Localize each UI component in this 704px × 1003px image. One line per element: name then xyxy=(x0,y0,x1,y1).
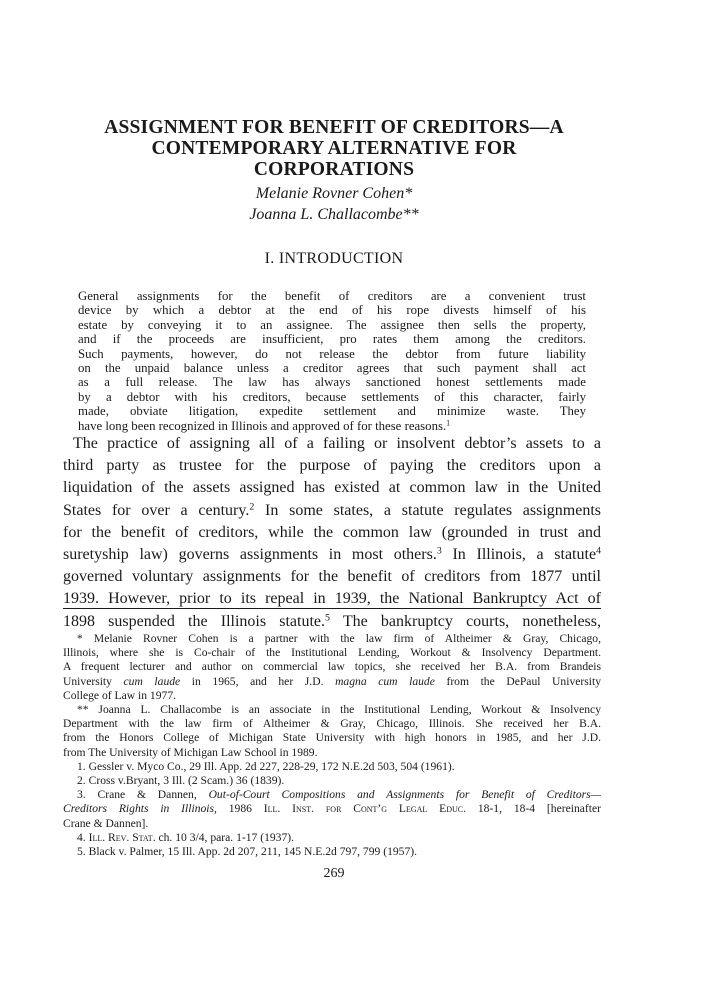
quote-line: Such payments, however, do not release the debtor from future liability xyxy=(78,346,586,361)
author-2: Joanna L. Challacombe** xyxy=(249,206,419,223)
block-quote xyxy=(78,289,586,433)
footnote-line: Crane & Dannen]. xyxy=(63,816,149,830)
body-line: The practice of assigning all of a failing or insolvent debtor’s assets to a xyxy=(73,435,601,452)
footnote-line: A frequent lecturer and author on commercial law topics, she received her B.A. from Brandeis xyxy=(63,660,601,674)
footnote-line: 2. Cross v.Bryant, 3 Ill. (2 Scam.) 36 (1839). xyxy=(77,774,285,788)
section-heading: I. INTRODUCTION xyxy=(264,250,404,267)
body-line: 1939. However, prior to its repeal in 1939, the National Bankruptcy Act of xyxy=(63,590,601,608)
footnote-mark: 2 xyxy=(249,501,255,513)
quote-line: estate by conveying it to an assignee. The assignee then sells the property, xyxy=(78,317,586,332)
quote-line-text: have long been recognized in Illinois and approved of for these reasons. xyxy=(78,418,447,433)
footnote-author-1 xyxy=(63,632,601,703)
footnote-text: 1986 xyxy=(216,802,264,816)
quote-line: General assignments for the benefit of creditors are a convenient trust xyxy=(78,289,586,303)
body-text: The bankruptcy courts, nonetheless, xyxy=(329,612,601,630)
title-line-3: CORPORATIONS xyxy=(253,159,415,180)
footnote-line xyxy=(63,788,601,802)
title-line-2: CONTEMPORARY ALTERNATIVE FOR xyxy=(151,138,517,159)
footnote-2 xyxy=(63,774,601,788)
footnote-smallcaps: Ill. Inst. for Cont’g Legal Educ. xyxy=(263,802,467,816)
body-text: In Illinois, a statute xyxy=(441,546,597,564)
quote-line: as a full release. The law has always sanctioned honest settlements made xyxy=(78,375,586,390)
footnote-5 xyxy=(63,845,601,859)
footnote-divider xyxy=(63,608,601,609)
footnote-line xyxy=(63,831,601,845)
author-1: Melanie Rovner Cohen* xyxy=(255,185,413,202)
footnote-line: College of Law in 1977. xyxy=(63,688,177,702)
footnote-3 xyxy=(63,788,601,831)
footnote-mark: 5 xyxy=(325,612,330,624)
footnote-text: from the DePaul University xyxy=(434,674,601,688)
footnote-mark: 1 xyxy=(446,418,451,428)
footnote-line: * Melanie Rovner Cohen is a partner with the law firm of Altheimer & Gray, Chicago, xyxy=(77,632,601,645)
footnote-line: ** Joanna L. Challacombe is an associate in the Institutional Lending, Workout & Insolvency xyxy=(77,703,601,717)
body-line: for the benefit of creditors, while the common law (grounded in trust and xyxy=(63,523,601,541)
footnote-line: from The University of Michigan Law School in 1989. xyxy=(63,745,318,759)
footnote-1 xyxy=(63,760,601,774)
footnote-line: 1. Gessler v. Myco Co., 29 Ill. App. 2d 227, 228-29, 172 N.E.2d 503, 504 (1961). xyxy=(77,759,455,773)
footnote-italic: magna cum laude xyxy=(335,674,435,688)
body-line xyxy=(63,544,601,566)
quote-line: made, obviate litigation, expedite settlement and minimize waste. They xyxy=(78,404,586,419)
footnote-italic: Creditors Rights in Illinois, xyxy=(63,802,217,816)
body-text: In some states, a statute regulates assignments xyxy=(254,501,602,519)
footnote-4 xyxy=(63,831,601,845)
page-number: 269 xyxy=(323,866,345,881)
footnote-text: in 1965, and her J.D. xyxy=(180,674,336,688)
footnote-italic: cum laude xyxy=(123,674,181,688)
body-line xyxy=(63,500,601,522)
footnote-line: 5. Black v. Palmer, 15 Ill. App. 2d 207, 211, 145 N.E.2d 797, 799 (1957). xyxy=(77,845,418,859)
article-title xyxy=(60,117,608,180)
author-block xyxy=(60,183,608,225)
footnote-line: from the Honors College of Michigan State University with high honors in 1985, and her J.D. xyxy=(63,731,601,745)
body-line: liquidation of the assets assigned has existed at common law in the United xyxy=(63,479,601,497)
body-text: suretyship law) governs assignments in most others. xyxy=(63,546,437,564)
footnote-line: Illinois, where she is Co-chair of the Institutional Lending, Workout & Insolvency Department. xyxy=(63,646,601,660)
body-paragraph xyxy=(63,433,601,633)
body-line: third party as trustee for the purpose of paying the creditors upon a xyxy=(63,457,601,475)
footnote-text: ch. 10 3/4, para. 1-17 (1937). xyxy=(155,830,295,844)
footnote-mark: 3 xyxy=(436,545,442,557)
body-text: 1898 suspended the Illinois statute. xyxy=(63,612,326,630)
body-text: States for over a century. xyxy=(63,501,250,519)
footnote-text: 3. Crane & Dannen, xyxy=(77,788,209,802)
footnote-text: 18-1, 18-4 [hereinafter xyxy=(466,802,601,816)
footnote-italic: Out-of-Court Compositions and Assignments for Benefit of Creditors— xyxy=(208,788,601,802)
footnote-text: University xyxy=(63,674,124,688)
quote-line: device by which a debtor at the end of his rope divests himself of his xyxy=(78,303,586,318)
footnote-author-2 xyxy=(63,703,601,760)
body-line: governed voluntary assignments for the benefit of creditors from 1877 until xyxy=(63,568,601,586)
quote-line: by a debtor with his creditors, because settlements of this character, fairly xyxy=(78,389,586,404)
footnote-line: Department with the law firm of Altheimer & Gray, Chicago, Illinois. She received her B.A. xyxy=(63,717,601,731)
footnote-line xyxy=(63,675,601,689)
quote-line xyxy=(78,419,586,433)
footnote-text: 4. xyxy=(77,830,89,844)
footnotes xyxy=(63,632,601,859)
body-line xyxy=(63,611,601,633)
title-line-1: ASSIGNMENT FOR BENEFIT OF CREDITORS—A xyxy=(104,117,564,138)
quote-line: on the unpaid balance unless a creditor agrees that such payment shall act xyxy=(78,361,586,376)
footnote-mark: 4 xyxy=(596,545,602,557)
quote-line: and if the proceeds are insufficient, pro rates them among the creditors. xyxy=(78,332,586,347)
footnote-smallcaps: Ill. Rev. Stat. xyxy=(88,830,156,844)
footnote-line xyxy=(63,802,601,816)
